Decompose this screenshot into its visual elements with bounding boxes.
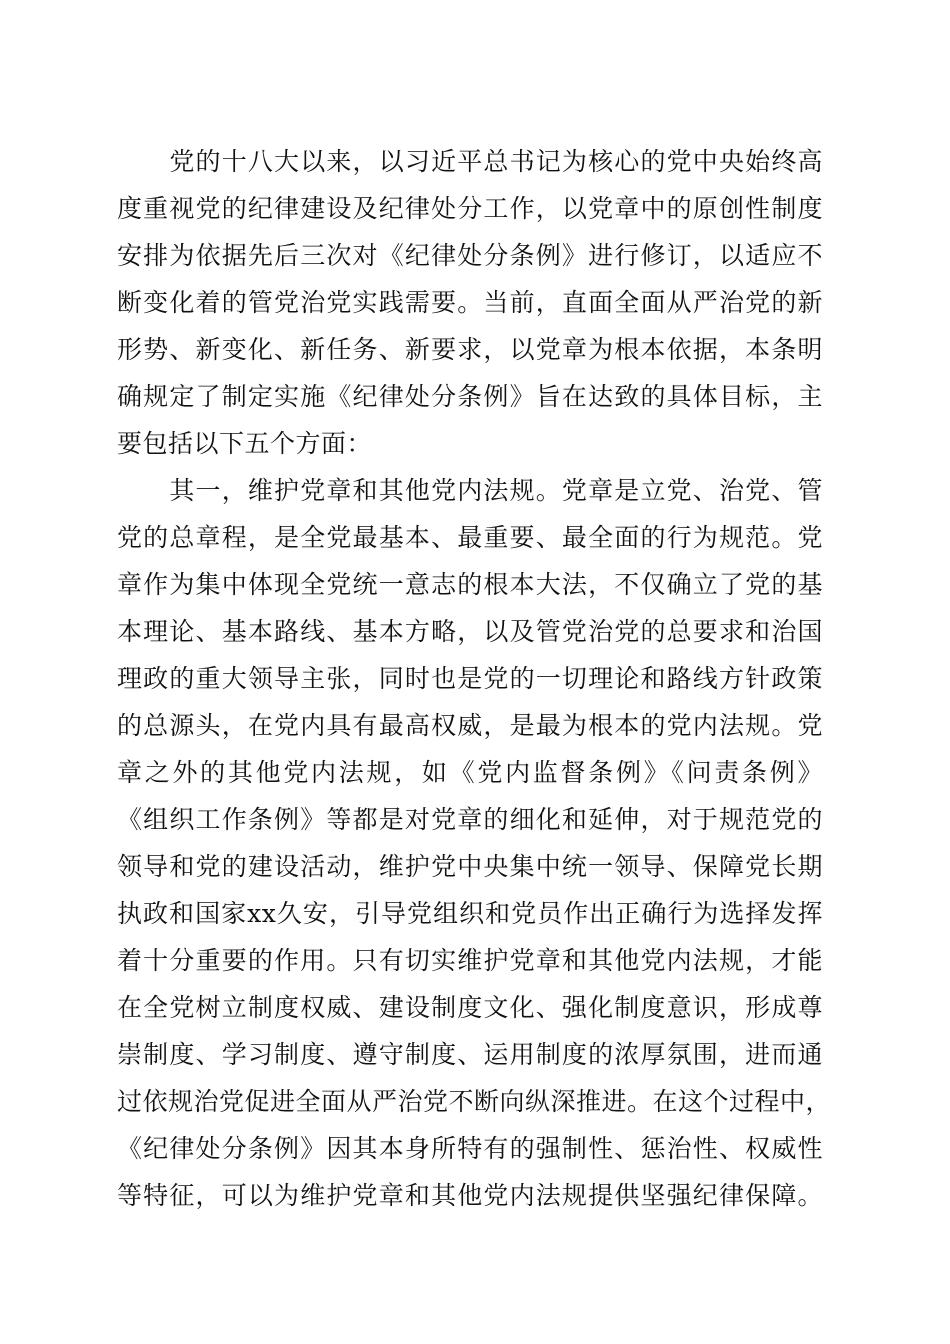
paragraph-2-line: 在全党树立制度权威、建设制度文化、强化制度意识，形成尊 [117, 993, 823, 1022]
paragraph-2-line: 党的总章程，是全党最基本、最重要、最全面的行为规范。党 [117, 523, 823, 552]
paragraph-2-line: 章之外的其他党内法规，如《党内监督条例》《问责条例》 [117, 758, 823, 787]
paragraph-1-line: 断变化着的管党治党实践需要。当前，直面全面从严治党的新 [117, 288, 823, 317]
paragraph-2-line: 执政和国家xx久安，引导党组织和党员作出正确行为选择发挥 [117, 899, 823, 928]
paragraph-2-line: 等特征，可以为维护党章和其他党内法规提供坚强纪律保障。 [117, 1181, 823, 1210]
paragraph-2-line: 《组织工作条例》等都是对党章的细化和延伸，对于规范党的 [117, 805, 823, 834]
paragraph-2-line: 章作为集中体现全党统一意志的根本大法，不仅确立了党的基 [117, 570, 823, 599]
paragraph-2-line: 崇制度、学习制度、遵守制度、运用制度的浓厚氛围，进而通 [117, 1040, 823, 1069]
paragraph-2-line: 《纪律处分条例》因其本身所特有的强制性、惩治性、权威性 [117, 1134, 823, 1163]
paragraph-2-line: 领导和党的建设活动，维护党中央集中统一领导、保障党长期 [117, 852, 823, 881]
paragraph-1-line: 党的十八大以来，以习近平总书记为核心的党中央始终高 [117, 147, 823, 176]
paragraph-2-line: 其一，维护党章和其他党内法规。党章是立党、治党、管 [117, 476, 823, 505]
paragraph-2-line: 过依规治党促进全面从严治党不断向纵深推进。在这个过程中， [117, 1087, 832, 1116]
paragraph-2-line: 的总源头，在党内具有最高权威，是最为根本的党内法规。党 [117, 711, 823, 740]
paragraph-2-line: 着十分重要的作用。只有切实维护党章和其他党内法规，才能 [117, 946, 823, 975]
paragraph-2-line: 理政的重大领导主张，同时也是党的一切理论和路线方针政策 [117, 664, 823, 693]
paragraph-1-line: 安排为依据先后三次对《纪律处分条例》进行修订，以适应不 [117, 241, 823, 270]
paragraph-1-line: 形势、新变化、新任务、新要求，以党章为根本依据，本条明 [117, 335, 823, 364]
paragraph-1-line: 要包括以下五个方面： [117, 429, 373, 458]
paragraph-1-line: 确规定了制定实施《纪律处分条例》旨在达致的具体目标，主 [117, 382, 823, 411]
paragraph-2-line: 本理论、基本路线、基本方略，以及管党治党的总要求和治国 [117, 617, 823, 646]
paragraph-1-line: 度重视党的纪律建设及纪律处分工作，以党章中的原创性制度 [117, 194, 823, 223]
